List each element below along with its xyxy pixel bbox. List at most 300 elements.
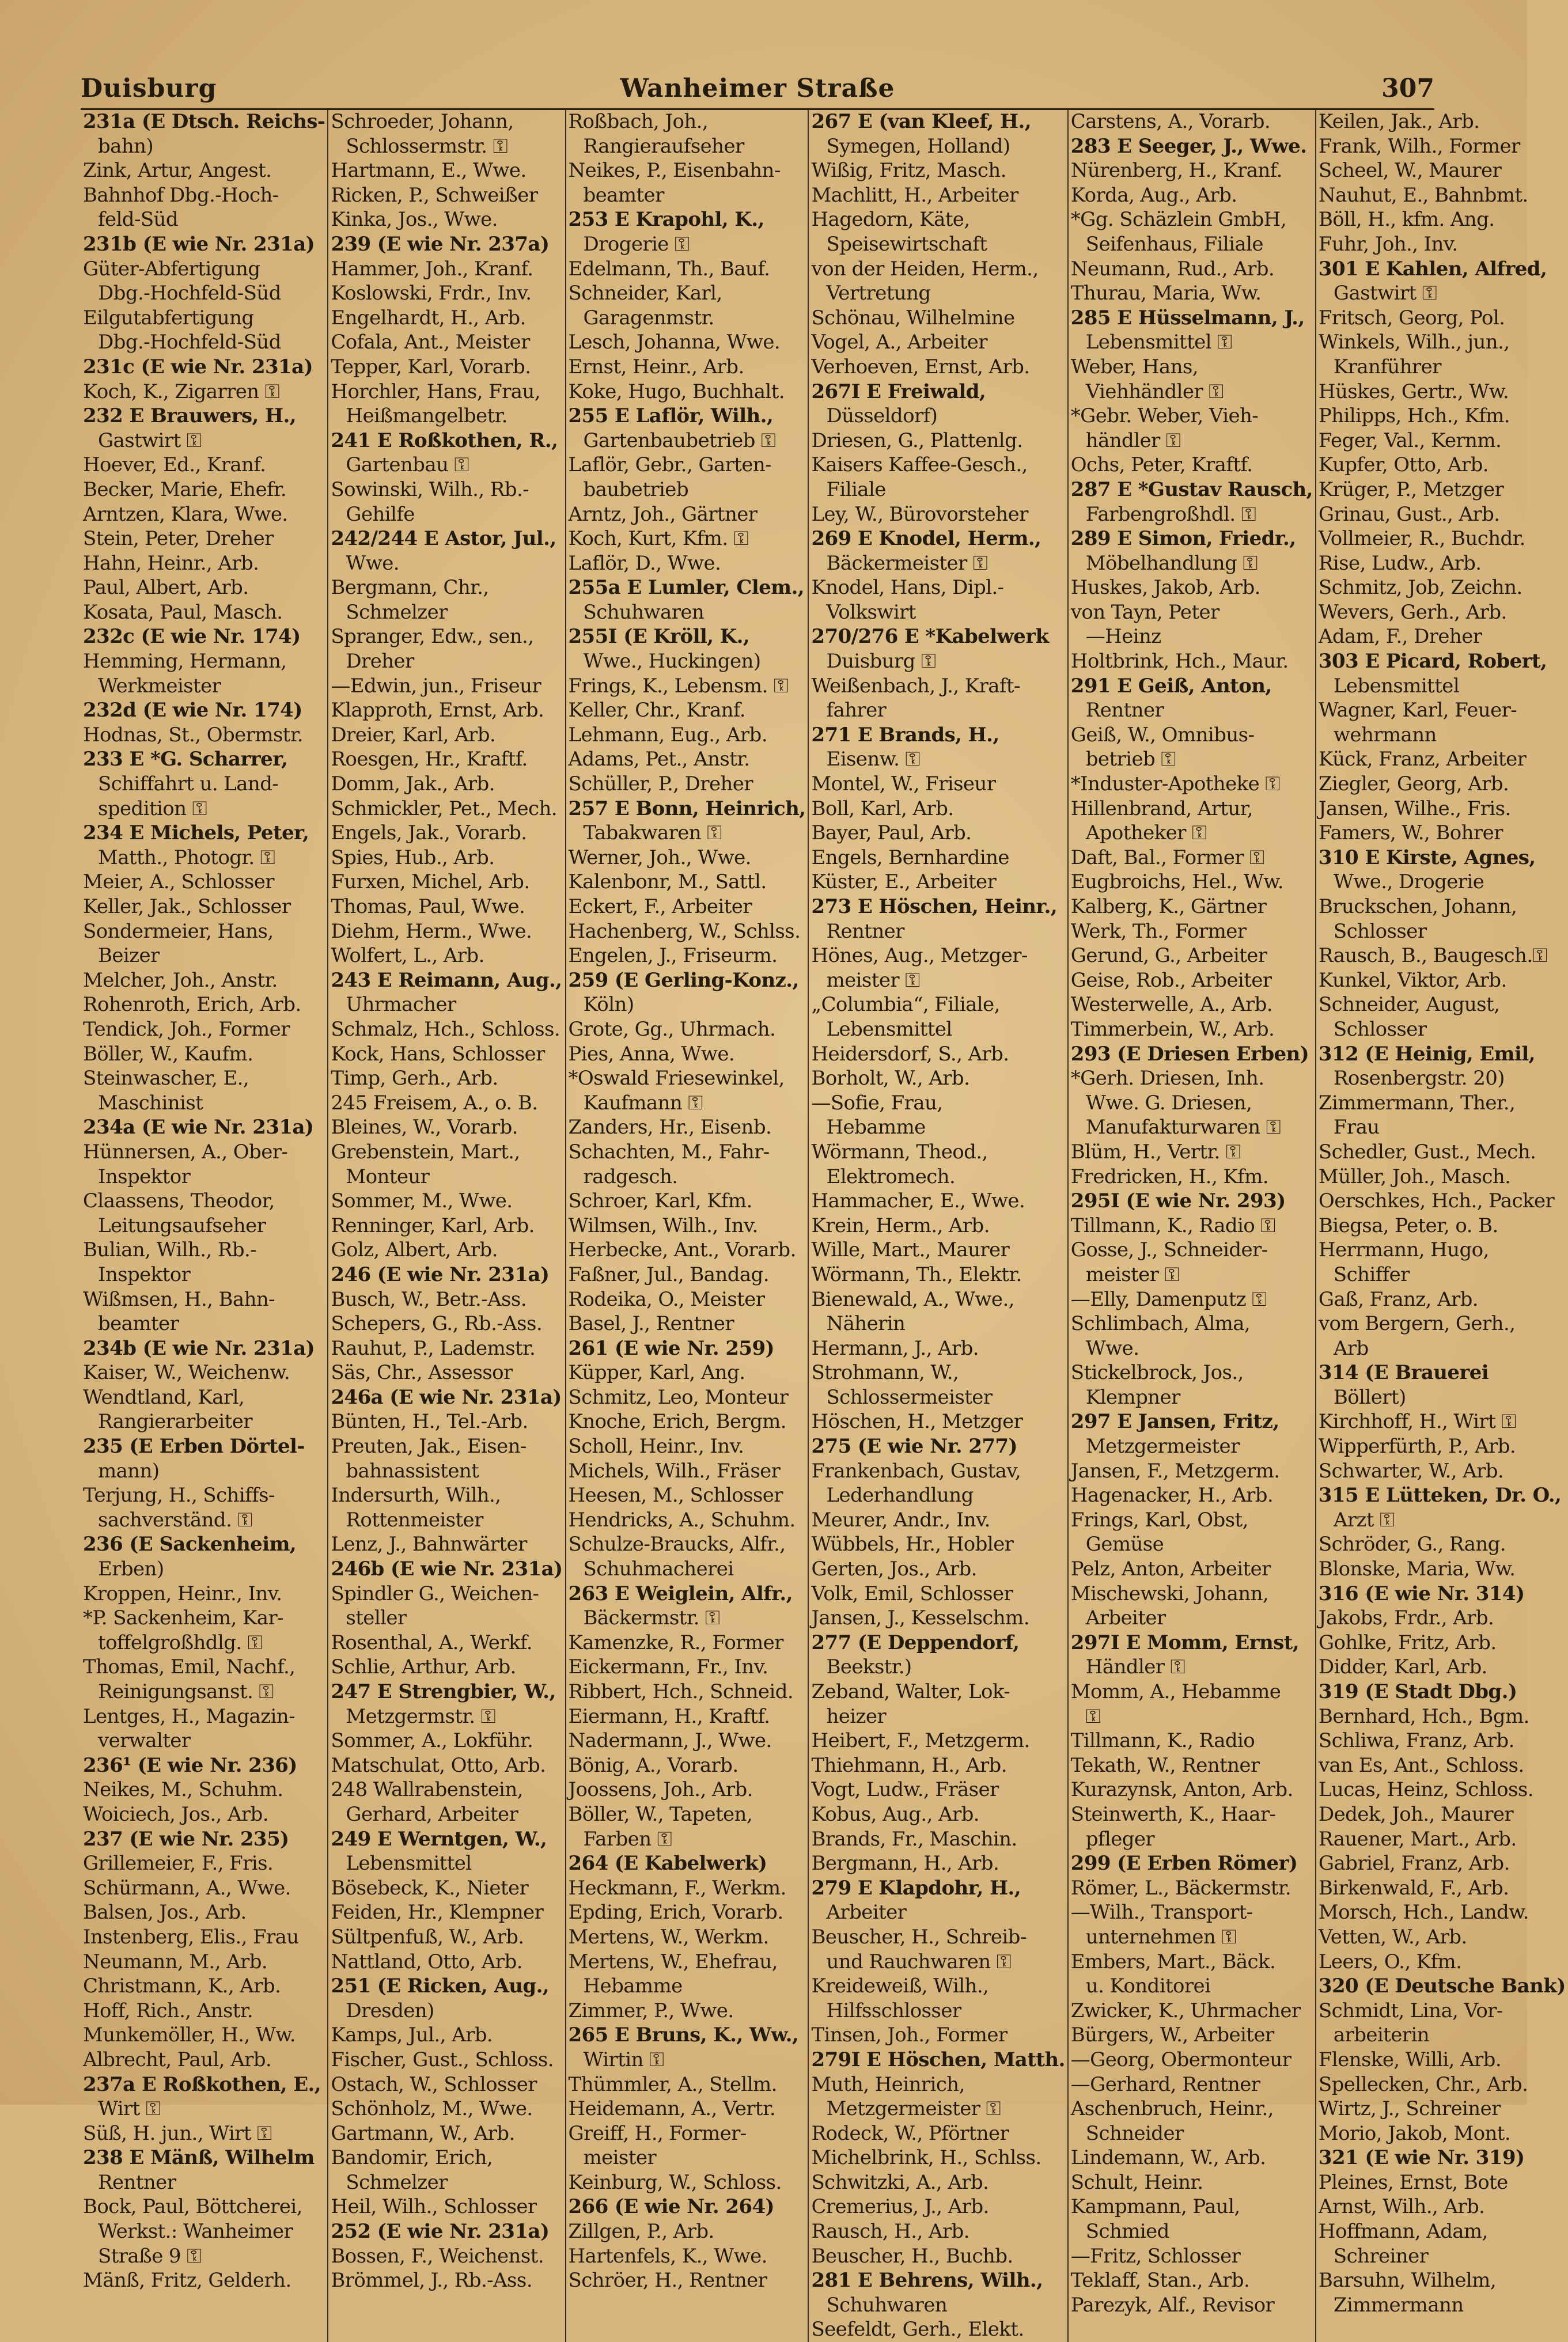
house-number-entry: 316 (E wie Nr. 314) xyxy=(1318,1582,1525,1605)
resident-entry: Schneider, August, xyxy=(1318,993,1500,1017)
resident-entry: Dedek, Joh., Maurer xyxy=(1318,1802,1514,1826)
house-number-entry: 279 E Klapdohr, H., xyxy=(811,1876,1021,1900)
resident-entry: Hoffmann, Adam, xyxy=(1318,2220,1488,2244)
resident-entry: Uhrmacher xyxy=(346,993,456,1017)
resident-entry: Schwitzki, A., Arb. xyxy=(811,2170,989,2194)
resident-entry: Montel, W., Friseur xyxy=(811,772,996,796)
resident-entry: —Gerhard, Rentner xyxy=(1070,2072,1260,2096)
resident-entry: Arntzen, Klara, Wwe. xyxy=(83,502,288,526)
resident-entry: Keilen, Jak., Arb. xyxy=(1318,110,1480,133)
house-number-entry: 239 (E wie Nr. 237a) xyxy=(331,232,550,256)
resident-entry: Zwicker, K., Uhrmacher xyxy=(1070,1999,1301,2022)
resident-entry: Rangierarbeiter xyxy=(98,1410,252,1434)
resident-entry: Vogel, A., Arbeiter xyxy=(811,331,987,354)
resident-entry: u. Konditorei xyxy=(1085,1975,1211,1998)
resident-entry: Meurer, Andr., Inv. xyxy=(811,1508,990,1532)
resident-entry: Cremerius, J., Arb. xyxy=(811,2195,989,2219)
resident-entry: —Wilh., Transport- xyxy=(1070,1901,1253,1924)
resident-entry: betrieb ⚿ xyxy=(1085,748,1176,771)
resident-entry: Hodnas, St., Obermstr. xyxy=(83,723,303,746)
resident-entry: Roßbach, Joh., xyxy=(568,110,709,133)
resident-entry: Zanders, Hr., Eisenb. xyxy=(568,1116,772,1139)
house-number-entry: 237a E Roßkothen, E., xyxy=(83,2072,321,2096)
resident-entry: Rentner xyxy=(98,2170,176,2194)
resident-entry: spedition ⚿ xyxy=(98,797,207,820)
resident-entry: Schulze-Braucks, Alfr., xyxy=(568,1533,786,1556)
resident-entry: Hilfsschlosser xyxy=(826,1999,961,2022)
resident-entry: Schlosser xyxy=(1333,919,1427,943)
house-number-entry: 285 E Hüsselmann, J., xyxy=(1070,306,1305,329)
resident-entry: Sültpenfuß, W., Arb. xyxy=(331,1925,524,1949)
resident-entry: Pleines, Ernst, Bote xyxy=(1318,2170,1508,2194)
resident-entry: Tepper, Karl, Vorarb. xyxy=(331,355,531,378)
resident-entry: Hermann, J., Arb. xyxy=(811,1336,979,1360)
resident-entry: Teklaff, Stan., Arb. xyxy=(1070,2269,1250,2292)
resident-entry: Rise, Ludw., Arb. xyxy=(1318,551,1482,575)
house-number-entry: 289 E Simon, Friedr., xyxy=(1070,527,1296,551)
resident-entry: Bulian, Wilh., Rb.- xyxy=(83,1238,257,1262)
resident-entry: Inspektor xyxy=(98,1263,191,1286)
house-number-entry: 303 E Picard, Robert, xyxy=(1318,650,1547,673)
resident-entry: Volk, Emil, Schlosser xyxy=(811,1582,1013,1605)
resident-entry: beamter xyxy=(98,1312,179,1336)
resident-entry: Kinka, Jos., Wwe. xyxy=(331,208,498,232)
house-number-entry: 253 E Krapohl, K., xyxy=(568,208,764,232)
resident-entry: Rosenbergstr. 20) xyxy=(1333,1067,1505,1090)
resident-entry: Gerund, G., Arbeiter xyxy=(1070,944,1267,968)
resident-entry: Jansen, F., Metzgerm. xyxy=(1070,1459,1280,1483)
house-number-entry: 235 (E Erben Dörtel- xyxy=(83,1435,305,1458)
resident-entry: Rottenmeister xyxy=(346,1508,483,1532)
resident-entry: Kroppen, Heinr., Inv. xyxy=(83,1582,282,1605)
resident-entry: Rosenthal, A., Werkf. xyxy=(331,1631,532,1654)
resident-entry: von der Heiden, Herm., xyxy=(811,257,1039,281)
resident-entry: Bünten, H., Tel.-Arb. xyxy=(331,1410,528,1434)
resident-entry: Wirt ⚿ xyxy=(98,2097,161,2121)
house-number-entry: 312 (E Heinig, Emil, xyxy=(1318,1042,1535,1066)
resident-entry: Sowinski, Wilh., Rb.- xyxy=(331,478,529,501)
house-number-entry: 297 E Jansen, Fritz, xyxy=(1070,1410,1279,1434)
resident-entry: Brands, Fr., Maschin. xyxy=(811,1827,1017,1851)
resident-entry: Gaß, Franz, Arb. xyxy=(1318,1287,1478,1311)
resident-entry: Gerten, Jos., Arb. xyxy=(811,1557,977,1581)
resident-entry: Heibert, F., Metzgerm. xyxy=(811,1729,1030,1753)
resident-entry: Nauhut, E., Bahnbmt. xyxy=(1318,183,1528,207)
resident-entry: Bäckermstr. ⚿ xyxy=(583,1606,720,1630)
resident-entry: Zimmermann, Ther., xyxy=(1318,1091,1516,1115)
resident-entry: Kunkel, Viktor, Arb. xyxy=(1318,968,1507,992)
resident-entry: Schmitz, Leo, Monteur xyxy=(568,1385,789,1409)
resident-entry: Hagedorn, Käte, xyxy=(811,208,970,232)
resident-entry: —Sofie, Frau, xyxy=(811,1091,943,1115)
column-5 xyxy=(1067,109,1315,2342)
resident-entry: Schiffahrt u. Land- xyxy=(98,772,279,796)
house-number-entry: 315 E Lütteken, Dr. O., xyxy=(1318,1484,1562,1507)
resident-entry: Böll, H., kfm. Ang. xyxy=(1318,208,1495,232)
resident-entry: Möbelhandlung ⚿ xyxy=(1085,551,1258,575)
resident-entry: Farben ⚿ xyxy=(583,1827,672,1851)
resident-entry: baubetrieb xyxy=(583,478,688,501)
column-1 xyxy=(81,109,327,2342)
resident-entry: Geise, Rob., Arbeiter xyxy=(1070,968,1272,992)
resident-entry: Schneider xyxy=(1085,2121,1184,2145)
resident-entry: Faßner, Jul., Bandag. xyxy=(568,1263,769,1286)
resident-entry: Näherin xyxy=(826,1312,906,1336)
resident-entry: Morsch, Hch., Landw. xyxy=(1318,1901,1529,1924)
resident-entry: Böller, W., Tapeten, xyxy=(568,1802,753,1826)
resident-entry: Lebensmittel xyxy=(1333,674,1460,698)
resident-entry: Händler ⚿ xyxy=(1085,1655,1185,1679)
resident-entry: Claassens, Theodor, xyxy=(83,1189,275,1213)
column-6 xyxy=(1315,109,1568,2342)
house-number-entry: 279I E Höschen, Matth. xyxy=(811,2048,1065,2071)
resident-entry: Wolfert, L., Arb. xyxy=(331,944,484,968)
resident-entry: Werk, Th., Former xyxy=(1070,919,1247,943)
resident-entry: Werner, Joh., Wwe. xyxy=(568,846,751,869)
resident-entry: Laflör, D., Wwe. xyxy=(568,551,721,575)
resident-entry: Schuhwaren xyxy=(826,2293,948,2317)
resident-entry: —Edwin, jun., Friseur xyxy=(331,674,541,698)
resident-entry: Schwarter, W., Arb. xyxy=(1318,1459,1504,1483)
house-number-entry: 234b (E wie Nr. 231a) xyxy=(83,1336,315,1360)
resident-entry: Kalberg, K., Gärtner xyxy=(1070,895,1267,918)
resident-entry: Scheel, W., Maurer xyxy=(1318,159,1502,183)
resident-entry: Lucas, Heinz, Schloss. xyxy=(1318,1778,1533,1802)
resident-entry: Aschenbruch, Heinr., xyxy=(1070,2097,1274,2121)
resident-entry: Frings, K., Lebensm. ⚿ xyxy=(568,674,789,698)
resident-entry: Bruckschen, Johann, xyxy=(1318,895,1517,918)
resident-entry: bahn) xyxy=(98,134,154,158)
resident-entry: Thümmler, A., Stellm. xyxy=(568,2072,777,2096)
house-number-entry: 319 (E Stadt Dbg.) xyxy=(1318,1680,1517,1703)
resident-entry: Lentges, H., Magazin- xyxy=(83,1704,295,1728)
resident-entry: Adams, Pet., Anstr. xyxy=(568,748,750,771)
resident-entry: Kobus, Aug., Arb. xyxy=(811,1802,979,1826)
resident-entry: Huskes, Jakob, Arb. xyxy=(1070,576,1260,600)
resident-entry: Beuscher, H., Schreib- xyxy=(811,1925,1027,1949)
resident-entry: arbeiterin xyxy=(1333,2023,1430,2047)
resident-entry: Frings, Karl, Obst, xyxy=(1070,1508,1248,1532)
resident-entry: Wwe., Huckingen) xyxy=(583,650,761,673)
resident-entry: Arbeiter xyxy=(1085,1606,1166,1630)
resident-entry: Adam, F., Dreher xyxy=(1318,625,1482,649)
resident-entry: Keinburg, W., Schloss. xyxy=(568,2170,782,2194)
resident-entry: Vertretung xyxy=(826,282,931,305)
resident-entry: Arb xyxy=(1333,1336,1369,1360)
resident-entry: Furxen, Michel, Arb. xyxy=(331,870,530,894)
resident-entry: Momm, A., Hebamme xyxy=(1070,1680,1281,1703)
house-number-entry: 273 E Höschen, Heinr., xyxy=(811,895,1058,918)
resident-entry: Heckmann, F., Werkm. xyxy=(568,1876,786,1900)
resident-entry: Pies, Anna, Wwe. xyxy=(568,1042,735,1066)
resident-entry: Erben) xyxy=(98,1557,164,1581)
resident-entry: Renninger, Karl, Arb. xyxy=(331,1214,535,1237)
resident-entry: Jansen, Wilhe., Fris. xyxy=(1318,797,1511,820)
resident-entry: Dresden) xyxy=(346,1999,434,2022)
resident-entry: Kampmann, Paul, xyxy=(1070,2195,1240,2219)
resident-entry: Thomas, Paul, Wwe. xyxy=(331,895,525,918)
house-number-entry: 236¹ (E wie Nr. 236) xyxy=(83,1753,297,1777)
resident-entry: Schliwa, Franz, Arb. xyxy=(1318,1729,1514,1753)
resident-entry: Schönholz, M., Wwe. xyxy=(331,2097,533,2121)
resident-entry: fahrer xyxy=(826,699,887,722)
column-4 xyxy=(808,109,1067,2342)
resident-entry: Krein, Herm., Arb. xyxy=(811,1214,990,1237)
resident-entry: Hagenacker, H., Arb. xyxy=(1070,1484,1274,1507)
resident-entry: Kock, Hans, Schlosser xyxy=(331,1042,545,1066)
resident-entry: Bleines, W., Vorarb. xyxy=(331,1116,518,1139)
resident-entry: Werkst.: Wanheimer xyxy=(98,2220,293,2244)
resident-entry: Gerhard, Arbeiter xyxy=(346,1802,518,1826)
resident-entry: Pelz, Anton, Arbeiter xyxy=(1070,1557,1271,1581)
resident-entry: Arzt ⚿ xyxy=(1333,1508,1395,1532)
resident-entry: Schult, Heinr. xyxy=(1070,2170,1203,2194)
resident-entry: Gartenbau ⚿ xyxy=(346,453,469,477)
resident-entry: van Es, Ant., Schloss. xyxy=(1318,1753,1524,1777)
resident-entry: Engelhardt, H., Arb. xyxy=(331,306,526,329)
resident-entry: Parezyk, Alf., Revisor xyxy=(1070,2293,1275,2317)
resident-entry: Zink, Artur, Angest. xyxy=(83,159,272,183)
house-number-entry: 283 E Seeger, J., Wwe. xyxy=(1070,134,1307,158)
resident-entry: Matth., Photogr. ⚿ xyxy=(98,846,275,869)
resident-entry: Geiß, W., Omnibus- xyxy=(1070,723,1255,746)
resident-entry: Kamps, Jul., Arb. xyxy=(331,2023,493,2047)
resident-entry: Thomas, Emil, Nachf., xyxy=(83,1655,296,1679)
resident-entry: Rauhut, P., Lademstr. xyxy=(331,1336,536,1360)
resident-entry: Drogerie ⚿ xyxy=(583,232,690,256)
resident-entry: Eiermann, H., Kraftf. xyxy=(568,1704,770,1728)
resident-entry: Reinigungsanst. ⚿ xyxy=(98,1680,274,1703)
resident-entry: Grote, Gg., Uhrmach. xyxy=(568,1017,776,1041)
resident-entry: Oerschkes, Hch., Packer xyxy=(1318,1189,1555,1213)
resident-entry: toffelgroßhdlg. ⚿ xyxy=(98,1631,263,1654)
resident-entry: Maschinist xyxy=(98,1091,203,1115)
resident-entry: Wirtz, J., Schreiner xyxy=(1318,2097,1501,2121)
house-number-entry: 232d (E wie Nr. 174) xyxy=(83,699,302,722)
house-number-entry: 251 (E Ricken, Aug., xyxy=(331,1975,550,1998)
resident-entry: vom Bergern, Gerh., xyxy=(1318,1312,1516,1336)
resident-entry: Albrecht, Paul, Arb. xyxy=(83,2048,272,2071)
resident-entry: Strohmann, W., xyxy=(811,1361,959,1385)
resident-entry: Verhoeven, Ernst, Arb. xyxy=(811,355,1030,378)
house-number-entry: 269 E Knodel, Herm., xyxy=(811,527,1041,551)
resident-entry: Süß, H. jun., Wirt ⚿ xyxy=(83,2121,272,2145)
house-number-entry: 264 (E Kabelwerk) xyxy=(568,1852,767,1875)
resident-entry: Bürgers, W., Arbeiter xyxy=(1070,2023,1274,2047)
resident-entry: Klapproth, Ernst, Arb. xyxy=(331,699,544,722)
resident-entry: Metzgermeister ⚿ xyxy=(826,2097,1001,2121)
resident-entry: Wwe., Drogerie xyxy=(1333,870,1484,894)
resident-entry: Philipps, Hch., Kfm. xyxy=(1318,404,1510,428)
resident-entry: Kirchhoff, H., Wirt ⚿ xyxy=(1318,1410,1516,1434)
resident-entry: Basel, J., Rentner xyxy=(568,1312,734,1336)
resident-entry: Golz, Albert, Arb. xyxy=(331,1238,498,1262)
resident-entry: Schreiner xyxy=(1333,2244,1429,2268)
resident-entry: Stickelbrock, Jos., xyxy=(1070,1361,1244,1385)
resident-entry: Rangieraufseher xyxy=(583,134,744,158)
resident-entry: Arnst, Wilh., Arb. xyxy=(1318,2195,1485,2219)
resident-entry: Spindler G., Weichen- xyxy=(331,1582,539,1605)
resident-entry: Güter-Abfertigung xyxy=(83,257,260,281)
resident-entry: Keller, Jak., Schlosser xyxy=(83,895,291,918)
resident-entry: Diehm, Herm., Wwe. xyxy=(331,919,532,943)
resident-entry: Rohenroth, Erich, Arb. xyxy=(83,993,301,1017)
resident-entry: Bergmann, H., Arb. xyxy=(811,1852,999,1875)
house-number-entry: 246b (E wie Nr. 231a) xyxy=(331,1557,563,1581)
resident-entry: Schmidt, Lina, Vor- xyxy=(1318,1999,1503,2022)
resident-entry: „Columbia“, Filiale, xyxy=(811,993,1000,1017)
resident-entry: Zimmer, P., Wwe. xyxy=(568,1999,734,2022)
resident-entry: Joossens, Joh., Arb. xyxy=(568,1778,753,1802)
resident-entry: Viehhändler ⚿ xyxy=(1085,380,1224,403)
resident-entry: Schmelzer xyxy=(346,600,448,624)
resident-entry: Hebamme xyxy=(826,1116,926,1139)
resident-entry: Hendricks, A., Schuhm. xyxy=(568,1508,796,1532)
resident-entry: Heidemann, A., Vertr. xyxy=(568,2097,776,2121)
resident-entry: Carstens, A., Vorarb. xyxy=(1070,110,1271,133)
resident-entry: Schmitz, Job, Zeichn. xyxy=(1318,576,1522,600)
resident-entry: Schepers, G., Rb.-Ass. xyxy=(331,1312,543,1336)
directory-columns xyxy=(81,109,1566,2341)
resident-entry: Elektromech. xyxy=(826,1165,956,1188)
resident-entry: Sommer, A., Lokführ. xyxy=(331,1729,533,1753)
resident-entry: Balsen, Jos., Arb. xyxy=(83,1901,247,1924)
resident-entry: Michelbrink, H., Schlss. xyxy=(811,2146,1041,2170)
house-number-entry: 287 E *Gustav Rausch, xyxy=(1070,478,1313,501)
resident-entry: Lederhandlung xyxy=(826,1484,974,1507)
resident-entry: Schüller, P., Dreher xyxy=(568,772,753,796)
resident-entry: Böllert) xyxy=(1333,1385,1406,1409)
resident-entry: Lebensmittel xyxy=(346,1852,472,1875)
resident-entry: heizer xyxy=(826,1704,887,1728)
resident-entry: Feiden, Hr., Klempner xyxy=(331,1901,544,1924)
resident-entry: radgesch. xyxy=(583,1165,678,1188)
resident-entry: Rentner xyxy=(826,919,904,943)
resident-entry: Kranführer xyxy=(1333,355,1441,378)
resident-entry: Leitungsaufseher xyxy=(98,1214,266,1237)
house-number-entry: 267 E (van Kleef, H., xyxy=(811,110,1031,133)
resident-entry: Gartenbaubetrieb ⚿ xyxy=(583,429,776,452)
resident-entry: Seefeldt, Gerh., Elekt. xyxy=(811,2318,1024,2341)
resident-entry: Thurau, Maria, Ww. xyxy=(1070,282,1262,305)
resident-entry: Rauener, Mart., Arb. xyxy=(1318,1827,1517,1851)
resident-entry: Nürenberg, H., Kranf. xyxy=(1070,159,1282,183)
resident-entry: Mertens, W., Werkm. xyxy=(568,1925,769,1949)
resident-entry: Schiffer xyxy=(1333,1263,1410,1286)
resident-entry: Tinsen, Joh., Former xyxy=(811,2023,1008,2047)
resident-entry: 245 Freisem, A., o. B. xyxy=(331,1091,538,1115)
resident-entry: Tillmann, K., Radio ⚿ xyxy=(1070,1214,1275,1237)
resident-entry: Schlossermeister xyxy=(826,1385,993,1409)
resident-entry: Hebamme xyxy=(583,1975,683,1998)
resident-entry: *Induster-Apotheke ⚿ xyxy=(1070,772,1280,796)
resident-entry: Weber, Hans, xyxy=(1070,355,1198,378)
resident-entry: Nattland, Otto, Arb. xyxy=(331,1950,522,1973)
house-number-entry: 320 (E Deutsche Bank) xyxy=(1318,1975,1566,1998)
resident-entry: Schneider, Karl, xyxy=(568,282,722,305)
resident-entry: Wübbels, Hr., Hobler xyxy=(811,1533,1014,1556)
resident-entry: Horchler, Hans, Frau, xyxy=(331,380,540,403)
resident-entry: Heidersdorf, S., Arb. xyxy=(811,1042,1009,1066)
resident-entry: wehrmann xyxy=(1333,723,1437,746)
resident-entry: Bernhard, Hch., Bgm. xyxy=(1318,1704,1529,1728)
resident-entry: Kaufmann ⚿ xyxy=(583,1091,703,1115)
resident-entry: Gosse, J., Schneider- xyxy=(1070,1238,1268,1262)
house-number-entry: 259 (E Gerling-Konz., xyxy=(568,968,799,992)
resident-entry: Neumann, Rud., Arb. xyxy=(1070,257,1275,281)
resident-entry: Zeband, Walter, Lok- xyxy=(811,1680,1010,1703)
resident-entry: Eickermann, Fr., Inv. xyxy=(568,1655,768,1679)
resident-entry: Bienewald, A., Wwe., xyxy=(811,1287,1014,1311)
resident-entry: Keller, Chr., Kranf. xyxy=(568,699,745,722)
resident-entry: Munkemöller, H., Ww. xyxy=(83,2023,296,2047)
resident-entry: Dbg.-Hochfeld-Süd xyxy=(98,331,281,354)
resident-entry: Schmelzer xyxy=(346,2170,448,2194)
resident-entry: Busch, W., Betr.-Ass. xyxy=(331,1287,527,1311)
resident-entry: Michels, Wilh., Fräser xyxy=(568,1459,781,1483)
house-number-entry: 271 E Brands, H., xyxy=(811,723,999,746)
page-header xyxy=(81,74,1434,110)
resident-entry: Cofala, Ant., Meister xyxy=(331,331,530,354)
resident-entry: Rentner xyxy=(1085,699,1164,722)
resident-entry: Boll, Karl, Arb. xyxy=(811,797,954,820)
house-number-entry: 265 E Bruns, K., Ww., xyxy=(568,2023,799,2047)
resident-entry: Schroeder, Johann, xyxy=(331,110,514,133)
resident-entry: Holtbrink, Hch., Maur. xyxy=(1070,650,1289,673)
resident-entry: Koslowski, Frdr., Inv. xyxy=(331,282,532,305)
resident-entry: Wißig, Fritz, Masch. xyxy=(811,159,1006,183)
resident-entry: Dreier, Karl, Arb. xyxy=(331,723,496,746)
resident-entry: Stein, Peter, Dreher xyxy=(83,527,274,551)
resident-entry: Tabakwaren ⚿ xyxy=(583,821,722,845)
resident-entry: Frankenbach, Gustav, xyxy=(811,1459,1021,1483)
resident-entry: Tillmann, K., Radio xyxy=(1070,1729,1255,1753)
resident-entry: Borholt, W., Arb. xyxy=(811,1067,970,1090)
resident-entry: Christmann, K., Arb. xyxy=(83,1975,281,1998)
resident-entry: Bandomir, Erich, xyxy=(331,2146,493,2170)
resident-entry: Säs, Chr., Assessor xyxy=(331,1361,513,1385)
resident-entry: Korda, Aug., Arb. xyxy=(1070,183,1237,207)
resident-entry: Kurazynsk, Anton, Arb. xyxy=(1070,1778,1293,1802)
resident-entry: *Gerh. Driesen, Inh. xyxy=(1070,1067,1264,1090)
resident-entry: Dreher xyxy=(346,650,414,673)
resident-entry: Arbeiter xyxy=(826,1901,907,1924)
resident-entry: Tendick, Joh., Former xyxy=(83,1017,290,1041)
resident-entry: Hammer, Joh., Kranf. xyxy=(331,257,533,281)
page-number: 307 xyxy=(1381,74,1434,103)
resident-entry: Engelen, J., Friseurm. xyxy=(568,944,778,968)
house-number-entry: 243 E Reimann, Aug., xyxy=(331,968,562,992)
resident-entry: Timp, Gerh., Arb. xyxy=(331,1067,498,1090)
resident-entry: Bayer, Paul, Arb. xyxy=(811,821,972,845)
resident-entry: Blüm, H., Vertr. ⚿ xyxy=(1070,1140,1241,1164)
resident-entry: Vollmeier, R., Buchdr. xyxy=(1318,527,1525,551)
resident-entry: Flenske, Willi, Arb. xyxy=(1318,2048,1502,2071)
resident-entry: Hoff, Rich., Anstr. xyxy=(83,1999,253,2022)
resident-entry: Eugbroichs, Hel., Ww. xyxy=(1070,870,1283,894)
resident-entry: Schedler, Gust., Mech. xyxy=(1318,1140,1536,1164)
resident-entry: Morio, Jakob, Mont. xyxy=(1318,2121,1511,2145)
resident-entry: Bönig, A., Vorarb. xyxy=(568,1753,738,1777)
resident-entry: Bergmann, Chr., xyxy=(331,576,489,600)
resident-entry: Eisenw. ⚿ xyxy=(826,748,920,771)
resident-entry: Hachenberg, W., Schlss. xyxy=(568,919,801,943)
house-number-entry: 242/244 E Astor, Jul., xyxy=(331,527,556,551)
resident-entry: Kosata, Paul, Masch. xyxy=(83,600,283,624)
resident-entry: Greiff, H., Former- xyxy=(568,2121,747,2145)
resident-entry: Gehilfe xyxy=(346,502,415,526)
resident-entry: Metzgermstr. ⚿ xyxy=(346,1704,495,1728)
